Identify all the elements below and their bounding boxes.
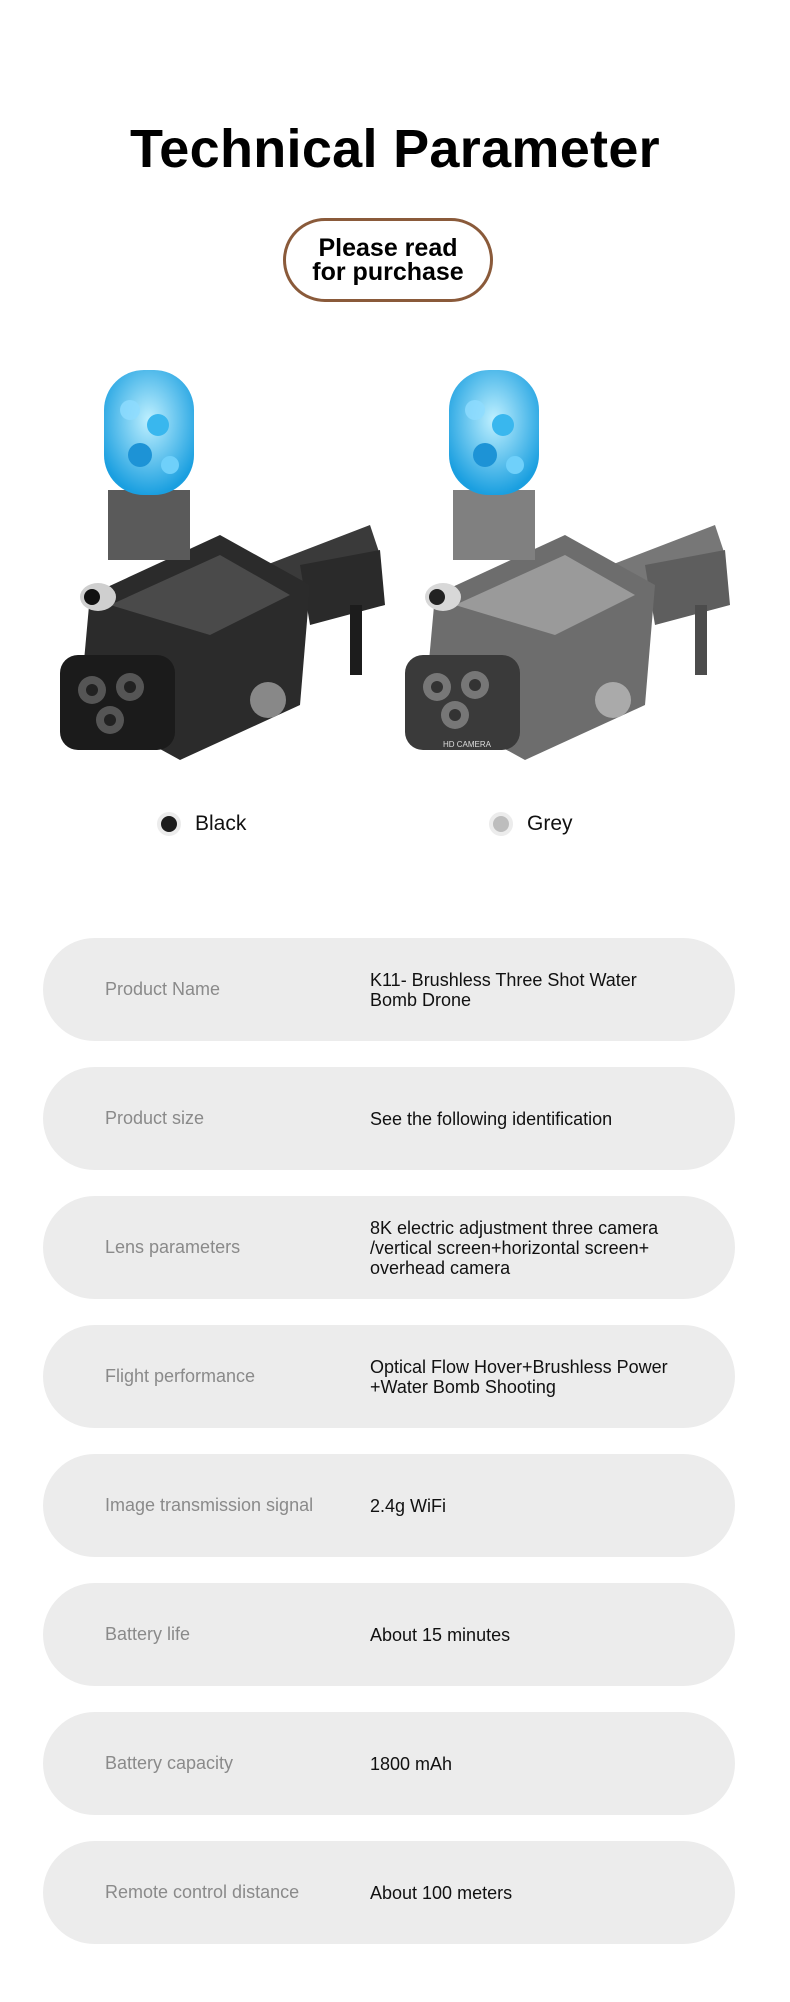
drone-grey-illustration — [395, 365, 735, 795]
drone-black-illustration — [50, 365, 390, 795]
spec-row-lens-parameters — [43, 1196, 735, 1299]
purchase-note-line-1: Please read — [318, 234, 458, 262]
drone-leg — [695, 605, 707, 675]
spec-value: About 100 meters — [370, 1882, 513, 1903]
spec-value: 1800 mAh — [370, 1753, 453, 1774]
color-label-grey: Grey — [527, 812, 573, 835]
spec-row-battery-life — [43, 1583, 735, 1686]
spec-label: Lens parameters — [105, 1237, 241, 1257]
color-option-grey — [489, 812, 573, 836]
water-bomb-mount — [453, 490, 535, 560]
spec-value: About 15 minutes — [370, 1624, 511, 1645]
spec-value: See the following identification — [370, 1108, 613, 1129]
spec-table — [43, 938, 735, 1970]
spec-row-flight-performance — [43, 1325, 735, 1428]
spec-row-remote-distance — [43, 1841, 735, 1944]
spec-row-product-name — [43, 938, 735, 1041]
camera-module — [60, 655, 175, 750]
color-option-black — [157, 812, 246, 836]
spec-label: Remote control distance — [105, 1882, 300, 1902]
spec-value: 2.4g WiFi — [370, 1495, 447, 1516]
page-title: Technical Parameter — [130, 119, 660, 179]
motor — [595, 682, 631, 718]
camera-module — [405, 655, 520, 750]
spec-label: Product size — [105, 1108, 205, 1128]
spec-value: 8K electric adjustment three camera /vertical screen+horizontal screen+ overhead camera — [370, 1217, 659, 1278]
spec-label: Battery life — [105, 1624, 191, 1644]
product-image-black — [50, 365, 390, 795]
spec-value: K11- Brushless Three Shot Water Bomb Drone — [370, 969, 637, 1010]
spec-row-product-size — [43, 1067, 735, 1170]
camera-label: HD CAMERA — [443, 740, 492, 749]
purchase-note-badge — [283, 218, 493, 302]
water-bomb-container — [449, 370, 539, 495]
drone-leg — [350, 605, 362, 675]
spec-value: Optical Flow Hover+Brushless Power +Water Bomb Shooting — [370, 1356, 668, 1397]
color-label-black: Black — [195, 812, 247, 835]
color-swatch-black — [157, 812, 181, 836]
spec-label: Product Name — [105, 979, 221, 999]
product-image-grey — [395, 365, 735, 795]
spec-row-battery-capacity — [43, 1712, 735, 1815]
spec-label: Battery capacity — [105, 1753, 234, 1773]
spec-label: Flight performance — [105, 1366, 256, 1386]
spec-row-image-transmission — [43, 1454, 735, 1557]
purchase-note-line-2: for purchase — [312, 258, 464, 286]
water-bomb-container — [104, 370, 194, 495]
color-swatch-grey — [489, 812, 513, 836]
spec-label: Image transmission signal — [105, 1495, 314, 1515]
water-bomb-mount — [108, 490, 190, 560]
motor — [250, 682, 286, 718]
